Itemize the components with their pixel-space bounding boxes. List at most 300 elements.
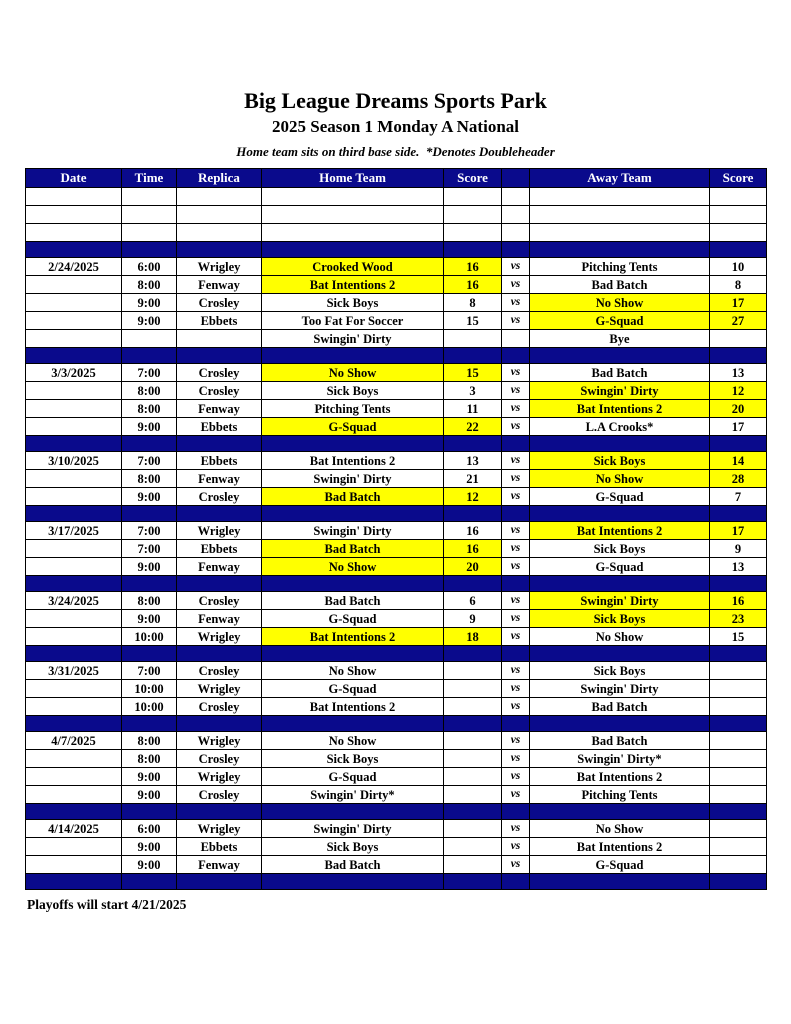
separator-cell [710, 646, 767, 662]
home-team-cell: Swingin' Dirty [262, 330, 444, 348]
time-cell: 8:00 [122, 470, 177, 488]
empty-cell [530, 206, 710, 224]
date-cell: 3/10/2025 [26, 452, 122, 470]
time-cell: 7:00 [122, 662, 177, 680]
away-score-cell: 16 [710, 592, 767, 610]
date-cell [26, 382, 122, 400]
replica-cell: Wrigley [177, 680, 262, 698]
away-score-cell: 12 [710, 382, 767, 400]
away-score-cell: 7 [710, 488, 767, 506]
separator-cell [26, 242, 122, 258]
separator-cell [262, 646, 444, 662]
game-row [26, 488, 767, 506]
separator-cell [177, 646, 262, 662]
home-score-cell: 12 [444, 488, 502, 506]
separator-cell [502, 804, 530, 820]
vs-cell: vs [502, 400, 530, 418]
game-row [26, 610, 767, 628]
away-team-cell: Pitching Tents [530, 786, 710, 804]
home-score-cell: 9 [444, 610, 502, 628]
home-team-cell: Sick Boys [262, 382, 444, 400]
home-score-cell [444, 838, 502, 856]
vs-cell: vs [502, 662, 530, 680]
home-team-cell: No Show [262, 662, 444, 680]
away-score-cell: 20 [710, 400, 767, 418]
vs-cell: vs [502, 698, 530, 716]
time-cell: 10:00 [122, 680, 177, 698]
replica-cell: Crosley [177, 488, 262, 506]
away-team-cell: No Show [530, 470, 710, 488]
home-team-cell: G-Squad [262, 418, 444, 436]
home-score-cell: 3 [444, 382, 502, 400]
time-cell: 8:00 [122, 732, 177, 750]
date-cell [26, 488, 122, 506]
separator-cell [710, 506, 767, 522]
separator-cell [444, 242, 502, 258]
playoffs-note: Playoffs will start 4/21/2025 [27, 897, 187, 913]
empty-row [26, 188, 767, 206]
vs-cell [502, 330, 530, 348]
empty-cell [177, 188, 262, 206]
separator-cell [122, 242, 177, 258]
replica-cell: Ebbets [177, 838, 262, 856]
date-cell: 4/14/2025 [26, 820, 122, 838]
home-team-cell: Sick Boys [262, 838, 444, 856]
date-cell [26, 294, 122, 312]
replica-cell: Wrigley [177, 820, 262, 838]
separator-row [26, 874, 767, 890]
col-header-home-team: Home Team [262, 169, 444, 188]
away-score-cell [710, 698, 767, 716]
time-cell: 9:00 [122, 312, 177, 330]
page-title: Big League Dreams Sports Park [244, 88, 547, 113]
home-score-cell: 21 [444, 470, 502, 488]
away-team-cell: Swingin' Dirty [530, 680, 710, 698]
home-score-cell [444, 856, 502, 874]
vs-cell: vs [502, 452, 530, 470]
empty-cell [262, 206, 444, 224]
time-cell: 9:00 [122, 488, 177, 506]
away-score-cell [710, 680, 767, 698]
replica-cell [177, 330, 262, 348]
time-cell: 9:00 [122, 768, 177, 786]
away-team-cell: Swingin' Dirty [530, 592, 710, 610]
separator-cell [262, 804, 444, 820]
away-team-cell: Sick Boys [530, 662, 710, 680]
schedule-table [25, 168, 767, 890]
home-score-cell [444, 662, 502, 680]
away-score-cell: 17 [710, 418, 767, 436]
date-cell: 3/3/2025 [26, 364, 122, 382]
col-header-replica: Replica [177, 169, 262, 188]
time-cell: 6:00 [122, 820, 177, 838]
away-team-cell: Swingin' Dirty [530, 382, 710, 400]
separator-cell [444, 348, 502, 364]
away-score-cell [710, 662, 767, 680]
away-score-cell [710, 330, 767, 348]
away-team-cell: G-Squad [530, 856, 710, 874]
date-cell: 3/17/2025 [26, 522, 122, 540]
away-team-cell: Sick Boys [530, 540, 710, 558]
separator-cell [530, 436, 710, 452]
home-team-cell: Swingin' Dirty* [262, 786, 444, 804]
time-cell: 6:00 [122, 258, 177, 276]
away-score-cell: 8 [710, 276, 767, 294]
vs-cell: vs [502, 768, 530, 786]
separator-cell [444, 506, 502, 522]
separator-cell [444, 646, 502, 662]
replica-cell: Wrigley [177, 732, 262, 750]
separator-cell [710, 436, 767, 452]
vs-cell: vs [502, 382, 530, 400]
home-team-cell: G-Squad [262, 768, 444, 786]
game-row [26, 382, 767, 400]
replica-cell: Wrigley [177, 628, 262, 646]
game-row [26, 258, 767, 276]
date-cell [26, 312, 122, 330]
empty-cell [26, 206, 122, 224]
away-score-cell: 13 [710, 558, 767, 576]
away-score-cell: 9 [710, 540, 767, 558]
vs-cell: vs [502, 418, 530, 436]
separator-cell [710, 874, 767, 890]
time-cell: 8:00 [122, 592, 177, 610]
separator-cell [177, 348, 262, 364]
empty-cell [122, 206, 177, 224]
separator-cell [26, 506, 122, 522]
separator-cell [530, 576, 710, 592]
empty-cell [710, 206, 767, 224]
separator-cell [177, 436, 262, 452]
date-cell [26, 786, 122, 804]
game-row [26, 768, 767, 786]
vs-cell: vs [502, 786, 530, 804]
away-team-cell: No Show [530, 628, 710, 646]
time-cell: 9:00 [122, 610, 177, 628]
date-cell [26, 400, 122, 418]
home-score-cell: 8 [444, 294, 502, 312]
separator-cell [262, 506, 444, 522]
home-team-cell: Bat Intentions 2 [262, 698, 444, 716]
empty-cell [444, 188, 502, 206]
vs-cell: vs [502, 592, 530, 610]
empty-row [26, 224, 767, 242]
date-cell [26, 330, 122, 348]
home-score-cell [444, 786, 502, 804]
vs-cell: vs [502, 856, 530, 874]
date-cell: 3/24/2025 [26, 592, 122, 610]
separator-cell [502, 348, 530, 364]
separator-cell [26, 716, 122, 732]
separator-cell [502, 646, 530, 662]
time-cell: 9:00 [122, 838, 177, 856]
separator-cell [710, 716, 767, 732]
away-team-cell: Bad Batch [530, 732, 710, 750]
separator-cell [530, 874, 710, 890]
game-row [26, 418, 767, 436]
away-score-cell [710, 786, 767, 804]
replica-cell: Ebbets [177, 540, 262, 558]
vs-cell: vs [502, 820, 530, 838]
home-score-cell [444, 750, 502, 768]
home-score-cell: 16 [444, 276, 502, 294]
home-score-cell [444, 768, 502, 786]
replica-cell: Wrigley [177, 768, 262, 786]
separator-row [26, 506, 767, 522]
game-row [26, 276, 767, 294]
separator-cell [262, 716, 444, 732]
away-score-cell: 14 [710, 452, 767, 470]
date-cell [26, 838, 122, 856]
home-score-cell: 18 [444, 628, 502, 646]
home-score-cell: 6 [444, 592, 502, 610]
empty-cell [122, 224, 177, 242]
separator-cell [502, 874, 530, 890]
home-score-cell: 20 [444, 558, 502, 576]
home-team-cell: G-Squad [262, 680, 444, 698]
away-score-cell: 27 [710, 312, 767, 330]
date-cell [26, 418, 122, 436]
separator-cell [710, 242, 767, 258]
empty-cell [177, 206, 262, 224]
separator-cell [122, 576, 177, 592]
separator-cell [502, 436, 530, 452]
game-row [26, 628, 767, 646]
away-score-cell: 17 [710, 522, 767, 540]
date-cell [26, 698, 122, 716]
replica-cell: Fenway [177, 276, 262, 294]
separator-cell [122, 804, 177, 820]
replica-cell: Fenway [177, 610, 262, 628]
time-cell: 8:00 [122, 276, 177, 294]
vs-cell: vs [502, 470, 530, 488]
game-row [26, 558, 767, 576]
separator-cell [26, 646, 122, 662]
separator-cell [262, 436, 444, 452]
col-header-away-score: Score [710, 169, 767, 188]
time-cell: 7:00 [122, 540, 177, 558]
home-team-cell: No Show [262, 558, 444, 576]
game-row [26, 820, 767, 838]
game-row [26, 540, 767, 558]
away-score-cell: 28 [710, 470, 767, 488]
replica-cell: Crosley [177, 294, 262, 312]
empty-cell [26, 188, 122, 206]
date-cell: 4/7/2025 [26, 732, 122, 750]
col-header-vs [502, 169, 530, 188]
away-score-cell [710, 750, 767, 768]
separator-cell [26, 436, 122, 452]
time-cell: 7:00 [122, 522, 177, 540]
empty-cell [502, 188, 530, 206]
vs-cell: vs [502, 294, 530, 312]
home-team-cell: Sick Boys [262, 750, 444, 768]
replica-cell: Ebbets [177, 312, 262, 330]
separator-cell [122, 716, 177, 732]
vs-cell: vs [502, 312, 530, 330]
home-team-cell: Crooked Wood [262, 258, 444, 276]
separator-cell [444, 436, 502, 452]
separator-cell [530, 506, 710, 522]
date-cell [26, 558, 122, 576]
empty-cell [26, 224, 122, 242]
game-row [26, 312, 767, 330]
separator-cell [26, 804, 122, 820]
away-team-cell: Sick Boys [530, 610, 710, 628]
separator-cell [122, 874, 177, 890]
home-team-cell: Bad Batch [262, 540, 444, 558]
separator-row [26, 576, 767, 592]
empty-cell [262, 224, 444, 242]
vs-cell: vs [502, 628, 530, 646]
replica-cell: Crosley [177, 382, 262, 400]
separator-cell [530, 348, 710, 364]
game-row [26, 856, 767, 874]
separator-cell [26, 348, 122, 364]
home-score-cell [444, 698, 502, 716]
separator-cell [444, 576, 502, 592]
game-row [26, 662, 767, 680]
vs-cell: vs [502, 522, 530, 540]
time-cell: 7:00 [122, 452, 177, 470]
date-cell [26, 540, 122, 558]
separator-row [26, 436, 767, 452]
vs-cell: vs [502, 540, 530, 558]
game-row [26, 592, 767, 610]
separator-cell [502, 576, 530, 592]
separator-cell [710, 804, 767, 820]
replica-cell: Wrigley [177, 258, 262, 276]
vs-cell: vs [502, 680, 530, 698]
home-score-cell: 15 [444, 312, 502, 330]
away-team-cell: Bad Batch [530, 276, 710, 294]
separator-row [26, 242, 767, 258]
col-header-date: Date [26, 169, 122, 188]
separator-cell [710, 576, 767, 592]
home-score-cell: 16 [444, 540, 502, 558]
separator-cell [122, 348, 177, 364]
separator-cell [26, 576, 122, 592]
replica-cell: Ebbets [177, 452, 262, 470]
time-cell: 9:00 [122, 558, 177, 576]
empty-cell [710, 224, 767, 242]
game-row [26, 294, 767, 312]
col-header-time: Time [122, 169, 177, 188]
date-cell [26, 768, 122, 786]
empty-cell [530, 188, 710, 206]
game-row [26, 400, 767, 418]
vs-cell: vs [502, 364, 530, 382]
away-team-cell: No Show [530, 294, 710, 312]
home-team-cell: Bad Batch [262, 592, 444, 610]
away-score-cell [710, 820, 767, 838]
time-cell: 9:00 [122, 786, 177, 804]
date-cell [26, 628, 122, 646]
home-team-cell: No Show [262, 732, 444, 750]
empty-cell [502, 224, 530, 242]
separator-cell [502, 242, 530, 258]
separator-cell [177, 874, 262, 890]
replica-cell: Fenway [177, 470, 262, 488]
away-team-cell: Bat Intentions 2 [530, 522, 710, 540]
replica-cell: Ebbets [177, 418, 262, 436]
separator-cell [444, 716, 502, 732]
replica-cell: Wrigley [177, 522, 262, 540]
home-team-note: Home team sits on third base side. *Denotes Doubleheader [236, 144, 555, 160]
separator-cell [177, 576, 262, 592]
date-cell: 3/31/2025 [26, 662, 122, 680]
separator-row [26, 716, 767, 732]
away-score-cell [710, 732, 767, 750]
home-team-cell: No Show [262, 364, 444, 382]
home-score-cell: 16 [444, 522, 502, 540]
game-row [26, 838, 767, 856]
time-cell [122, 330, 177, 348]
home-score-cell: 22 [444, 418, 502, 436]
game-row [26, 364, 767, 382]
away-team-cell: Pitching Tents [530, 258, 710, 276]
home-score-cell: 15 [444, 364, 502, 382]
replica-cell: Crosley [177, 662, 262, 680]
replica-cell: Crosley [177, 750, 262, 768]
date-cell [26, 750, 122, 768]
empty-cell [122, 188, 177, 206]
col-header-away-team: Away Team [530, 169, 710, 188]
away-score-cell: 15 [710, 628, 767, 646]
time-cell: 10:00 [122, 698, 177, 716]
separator-cell [262, 242, 444, 258]
separator-cell [502, 716, 530, 732]
away-team-cell: Bat Intentions 2 [530, 768, 710, 786]
time-cell: 10:00 [122, 628, 177, 646]
away-team-cell: G-Squad [530, 312, 710, 330]
home-score-cell [444, 680, 502, 698]
vs-cell: vs [502, 276, 530, 294]
home-team-cell: Too Fat For Soccer [262, 312, 444, 330]
separator-cell [177, 804, 262, 820]
empty-cell [444, 224, 502, 242]
separator-cell [177, 506, 262, 522]
game-row [26, 750, 767, 768]
home-score-cell [444, 732, 502, 750]
game-row [26, 522, 767, 540]
separator-cell [530, 242, 710, 258]
home-score-cell: 11 [444, 400, 502, 418]
away-score-cell: 17 [710, 294, 767, 312]
replica-cell: Fenway [177, 558, 262, 576]
vs-cell: vs [502, 488, 530, 506]
header-row [26, 169, 767, 188]
vs-cell: vs [502, 258, 530, 276]
separator-cell [530, 716, 710, 732]
separator-cell [502, 506, 530, 522]
time-cell: 8:00 [122, 750, 177, 768]
home-team-cell: G-Squad [262, 610, 444, 628]
separator-row [26, 804, 767, 820]
away-team-cell: Bye [530, 330, 710, 348]
col-header-home-score: Score [444, 169, 502, 188]
separator-row [26, 348, 767, 364]
away-team-cell: Bat Intentions 2 [530, 400, 710, 418]
home-score-cell: 16 [444, 258, 502, 276]
home-team-cell: Swingin' Dirty [262, 820, 444, 838]
date-cell: 2/24/2025 [26, 258, 122, 276]
away-team-cell: G-Squad [530, 558, 710, 576]
home-team-cell: Pitching Tents [262, 400, 444, 418]
away-team-cell: Bat Intentions 2 [530, 838, 710, 856]
away-team-cell: G-Squad [530, 488, 710, 506]
page-subtitle: 2025 Season 1 Monday A National [271, 117, 519, 137]
